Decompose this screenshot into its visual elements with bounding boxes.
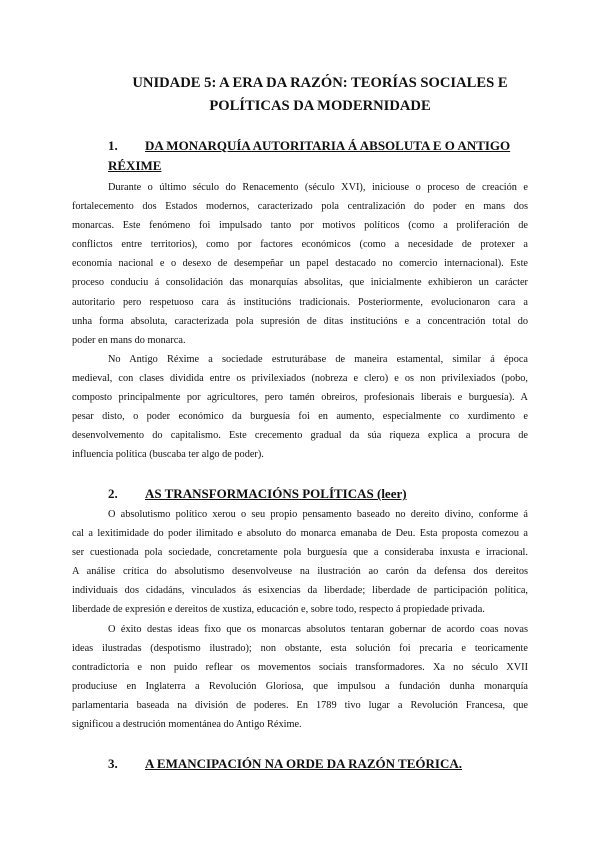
section-number: 3. (108, 756, 118, 771)
text-line: fortalecemento dos Estados modernos, caracterizado pola centralización do poder en mans dos (72, 201, 528, 213)
text-line: composto principalmente por agricultores, pero tamén obreiros, profesionais liberais e burguesía). A (72, 392, 528, 404)
text-line: O éxito destas ideas fixo que os monarcas absolutos tentaran gobernar de acordo coas novas (108, 624, 528, 635)
text-line: individuais dos cidadáns, vinculados ás esixencias da liberdade; liberdade de participación política, (72, 585, 528, 597)
paragraph (72, 505, 528, 620)
paragraph (72, 350, 528, 465)
text-line: autoritario pero respetuoso cara ás institucións tradicionais. Posteriormente, evolucionaron cara a (72, 296, 528, 308)
section-heading-text: AS TRANSFORMACIÓNS POLÍTICAS (leer) (145, 486, 407, 501)
text-line: ser cuestionada pola sociedade, concretamente pola burguesía que a consideraba inxusta e irracional. (72, 547, 528, 559)
paragraph (72, 620, 528, 735)
section-heading-1 (108, 136, 528, 176)
text-line: economía nacional e o desexo de desempeñar un papel destacado no comercio internacional). Este (72, 258, 528, 270)
text-line: produciuse en Inglaterra a Revolución Gloriosa, que impulsou a fundación dunha monarquía (72, 681, 528, 693)
document-title (100, 72, 540, 118)
text-line: unha forma absoluta, caracterizada pola supresión de ditas institucións e a concentración total do (72, 315, 528, 327)
text-line: poder en mans do monarca. (72, 334, 186, 346)
section-number: 1. (108, 138, 118, 153)
section-heading-text: RÉXIME (108, 158, 162, 173)
text-line: medieval, con clases dividida entre os privilexiados (nobreza e clero) e os non privilexiados (pobo, (72, 373, 528, 385)
text-line: influencia política (buscaba ter algo de poder). (72, 449, 264, 461)
text-line: significou a destrución momentánea do Antigo Réxime. (72, 719, 302, 731)
text-line: liberdade de expresión e dereitos de xustiza, educación e, sobre todo, respecto á propiedade privada. (72, 604, 485, 616)
text-line: O absolutismo político xerou o seu propio pensamento baseado no dereito divino, conforme á (108, 509, 528, 520)
section-heading-3 (108, 754, 528, 774)
section-heading-text: A EMANCIPACIÓN NA ORDE DA RAZÓN TEÓRICA. (145, 756, 462, 771)
text-line: No Antigo Réxime a sociedade estruturábase de maneira estamental, similar á época (108, 354, 528, 365)
paragraph (72, 178, 528, 350)
text-line: parlamentaria baseada na división de poderes. En 1789 tivo lugar a Revolución Francesa, que (72, 700, 528, 712)
text-line: ideas ilustradas (despotismo ilustrado); non obstante, esta solución foi precaria e teoricamente (72, 643, 528, 655)
text-line: desenvolvemento do capitalismo. Este crecemento gradual da súa riqueza explica a procura de (72, 430, 528, 442)
text-line: monarcas. Este fenómeno foi impulsado tanto por motivos políticos (como a proliferación de (72, 220, 528, 232)
text-line: A análise crítica do absolutismo desenvolveuse na ilustración ao carón da defensa dos dereitos (72, 566, 528, 578)
text-line: conflictos entre territorios), como por factores económicos (como a necesidade de protexer a (72, 239, 528, 251)
title-line: UNIDADE 5: A ERA DA RAZÓN: TEORÍAS SOCIALES E (132, 75, 508, 91)
section-number: 2. (108, 486, 118, 501)
title-line: POLÍTICAS DA MODERNIDADE (209, 98, 431, 114)
text-line: proceso conduciu á consolidación das monarquías absolitas, que inicialmente exhibieron un carácter (72, 277, 528, 289)
text-line: pesar disto, o poder económico da burguesía foi en aumento, especialmente co xurdimento e (72, 411, 528, 423)
section-heading-text: DA MONARQUÍA AUTORITARIA Á ABSOLUTA E O ANTIGO (145, 138, 511, 153)
text-line: Durante o último século do Renacemento (século XVI), iniciouse o proceso de creación e (108, 182, 528, 193)
section-heading-2 (108, 484, 528, 504)
text-line: cal a lexitimidade do poder ilimitado e absoluto do monarca emanaba de Deu. Esta proposta comezou a (72, 528, 528, 540)
text-line: contradictoria e non puido reflear os movementos sociais transformadores. Xa no século XVII (72, 662, 528, 674)
